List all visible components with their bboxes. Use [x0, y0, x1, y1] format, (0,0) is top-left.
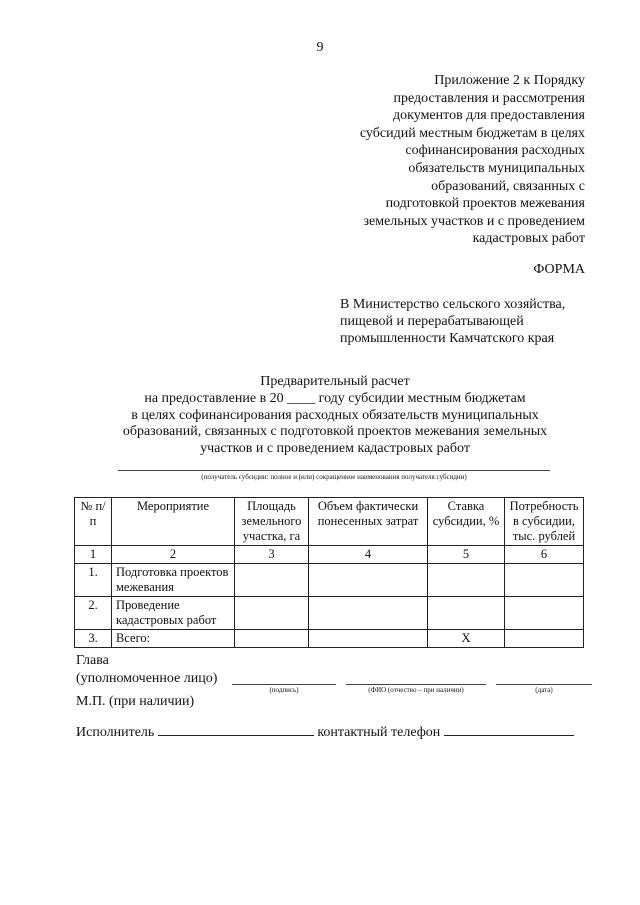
- signatory-line1: Глава: [76, 653, 109, 668]
- name-caption: (ФИО (отчество – при наличии): [368, 686, 464, 694]
- recipient-caption: (получатель субсидии: полное и (или) сокращенное наименования получателя субсидии): [201, 473, 467, 481]
- header-cell: Ставка субсидии, %: [428, 498, 505, 546]
- number-cell: 1: [75, 546, 112, 564]
- area-cell[interactable]: [235, 630, 309, 648]
- area-cell[interactable]: [235, 564, 309, 597]
- activity-cell: Подготовка проектов межевания: [112, 564, 235, 597]
- appendix-line: земельных участков и с проведением: [363, 213, 585, 229]
- addressee: [340, 296, 600, 347]
- date-line[interactable]: [496, 684, 592, 685]
- signature-line[interactable]: [232, 684, 336, 685]
- appendix-heading: [285, 72, 585, 248]
- table-row: [75, 630, 584, 648]
- appendix-line: документов для предоставления: [393, 108, 585, 124]
- signatory-title: [76, 652, 217, 688]
- executor-label: Исполнитель: [76, 725, 155, 740]
- appendix-line: подготовкой проектов межевания: [385, 196, 585, 212]
- header-cell: Потребность в субсидии, тыс. рублей: [505, 498, 584, 546]
- header-cell: Объем фактически понесенных затрат: [309, 498, 428, 546]
- title-line: в целях софинансирования расходных обязательств муниципальных: [131, 407, 539, 423]
- row-number-cell: 1.: [75, 564, 112, 597]
- form-label: ФОРМА: [533, 262, 585, 277]
- header-cell: № п/п: [75, 498, 112, 546]
- rate-cell[interactable]: [428, 597, 505, 630]
- appendix-line: обязательств муниципальных: [408, 160, 585, 176]
- addressee-line: В Министерство сельского хозяйства,: [340, 297, 566, 312]
- row-number-cell: 3.: [75, 630, 112, 648]
- contact-row: [76, 722, 574, 741]
- recipient-line: [118, 470, 550, 471]
- name-line[interactable]: [346, 684, 486, 685]
- title-line: Предварительный расчет: [260, 374, 410, 389]
- table-row: [75, 597, 584, 630]
- number-cell: 5: [428, 546, 505, 564]
- need-cell[interactable]: [505, 564, 584, 597]
- appendix-line: кадастровых работ: [472, 231, 585, 247]
- number-cell: 2: [112, 546, 235, 564]
- appendix-line: Приложение 2 к Порядку: [434, 73, 585, 88]
- phone-label: контактный телефон: [317, 725, 441, 740]
- table-header-row: [75, 498, 584, 546]
- title-line: участков и с проведением кадастровых работ: [200, 441, 470, 457]
- phone-field[interactable]: [444, 722, 574, 736]
- cost-cell[interactable]: [309, 597, 428, 630]
- need-cell[interactable]: [505, 597, 584, 630]
- need-cell[interactable]: [505, 630, 584, 648]
- rate-cell: X: [428, 630, 505, 648]
- calculation-table: [74, 497, 584, 648]
- cost-cell[interactable]: [309, 564, 428, 597]
- appendix-line: предоставления и рассмотрения: [393, 90, 585, 106]
- signatory-line2: (уполномоченное лицо): [76, 671, 218, 686]
- cost-cell[interactable]: [309, 630, 428, 648]
- page-number: 9: [316, 40, 324, 55]
- appendix-line: образований, связанных с: [431, 178, 585, 194]
- table-row: [75, 564, 584, 597]
- title-line: на предоставление в 20 ____ году субсидии местным бюджетам: [144, 390, 526, 406]
- number-cell: 4: [309, 546, 428, 564]
- table-number-row: [75, 546, 584, 564]
- rate-cell[interactable]: [428, 564, 505, 597]
- number-cell: 6: [505, 546, 584, 564]
- addressee-line: пищевой и перерабатывающей: [340, 314, 524, 329]
- signature-caption: (подпись): [269, 686, 299, 694]
- executor-field[interactable]: [158, 722, 314, 736]
- title-line: образований, связанных с подготовкой проектов межевания земельных: [122, 424, 548, 440]
- appendix-line: субсидий местным бюджетам в целях: [359, 125, 585, 141]
- appendix-line: софинансирования расходных: [405, 143, 585, 159]
- header-cell: Площадь земельного участка, га: [235, 498, 309, 546]
- activity-cell: Всего:: [112, 630, 235, 648]
- stamp-note: М.П. (при наличии): [76, 694, 195, 709]
- row-number-cell: 2.: [75, 597, 112, 630]
- header-cell: Мероприятие: [112, 498, 235, 546]
- date-caption: (дата): [535, 686, 553, 694]
- activity-cell: Проведение кадастровых работ: [112, 597, 235, 630]
- number-cell: 3: [235, 546, 309, 564]
- document-title: [90, 374, 580, 458]
- addressee-line: промышленности Камчатского края: [340, 331, 555, 346]
- area-cell[interactable]: [235, 597, 309, 630]
